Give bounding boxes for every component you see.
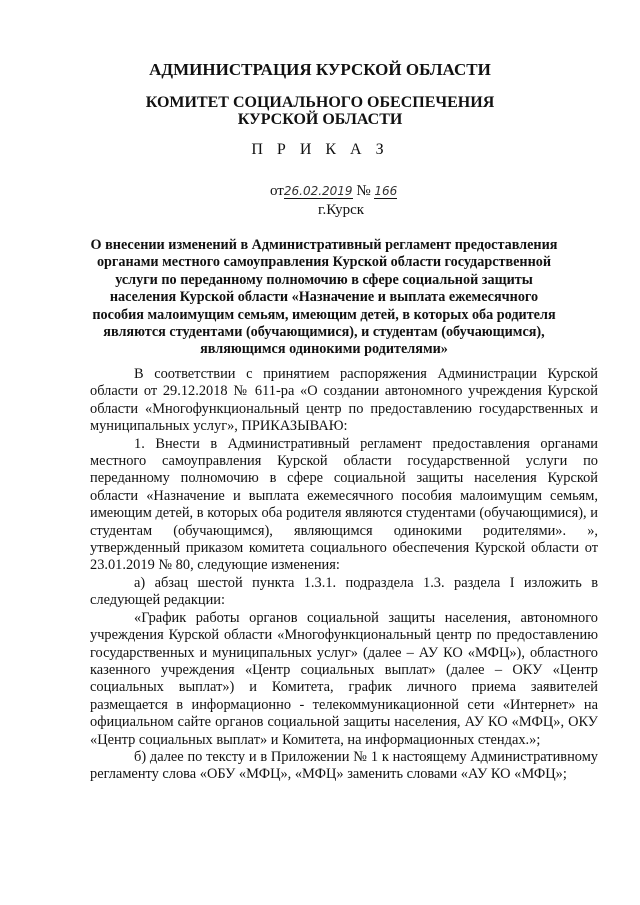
body-paragraph: а) абзац шестой пункта 1.3.1. подраздела 1.3. раздела I изложить в следующей редакции: — [90, 574, 598, 609]
order-date-handwritten: 26.02.2019 — [283, 184, 353, 198]
body-paragraph: В соответствии с принятием распоряжения Администрации Курской области от 29.12.2018 № 611-ра «О создании автономного учреждения Курской области «Многофункциональный центр по предоставлению государственных и муниципальных услуг», ПРИКАЗЫВАЮ: — [90, 366, 598, 435]
body-paragraph: 1. Внести в Административный регламент предоставления органами местного самоуправления Курской области государственной услуги по переданному полномочию в сфере социальной защиты населения Курской области «Назначение и выплата ежемесячного пособия малоимущим семьям, имеющим детей, в которых оба родителя являются студентами (обучающимися), и студентам (обучающимся), являющимся одинокими родителями». », утвержденный приказом комитета социального обеспечения Курской области от 23.01.2019 № 80, следующие изменения: — [90, 435, 598, 574]
order-city: г.Курск — [318, 202, 365, 218]
number-prefix: № — [356, 183, 371, 199]
committee-heading-line2: КУРСКОЙ ОБЛАСТИ — [237, 111, 403, 128]
order-number-handwritten: 166 — [374, 184, 398, 198]
order-body — [90, 366, 598, 784]
order-title: П Р И К А З — [251, 141, 389, 158]
body-paragraph: «График работы органов социальной защиты населения, автономного учреждения Курской области «Многофункциональный центр по предоставлению государственных и муниципальных услуг» (далее – АУ КО «МФЦ»), областного казенного учреждения «Центр социальных выплат» (далее – ОКУ «Центр социальных выплат») и Комитета, график личного приема заявителей размещается в информационно - телекоммуникационной сети «Интернет» на официальном сайте органов социальной защиты населения, АУ КО «МФЦ», ОКУ «Центр социальных выплат» и Комитета, на информационных стендах.»; — [90, 609, 598, 748]
date-prefix: от — [270, 183, 284, 199]
order-date-number — [270, 183, 400, 200]
body-paragraph: б) далее по тексту и в Приложении № 1 к настоящему Административному регламенту слова «ОБУ «МФЦ», «МФЦ» заменить словами «АУ КО «МФЦ»; — [90, 748, 598, 783]
committee-heading — [0, 94, 640, 128]
committee-heading-line1: КОМИТЕТ СОЦИАЛЬНОГО ОБЕСПЕЧЕНИЯ — [145, 94, 495, 111]
administration-heading: АДМИНИСТРАЦИЯ КУРСКОЙ ОБЛАСТИ — [149, 60, 491, 79]
order-subject: О внесении изменений в Административный регламент предоставления органами местного самоуправления Курской области государственной услуги по переданному полномочию в сфере социальной защиты населения Курской области «Назначение и выплата ежемесячного пособия малоимущим семьям, имеющим детей, в которых оба родителя являются студентами (обучающимися), и студентам (обучающимся), являющимся одинокими родителями» — [90, 237, 558, 358]
